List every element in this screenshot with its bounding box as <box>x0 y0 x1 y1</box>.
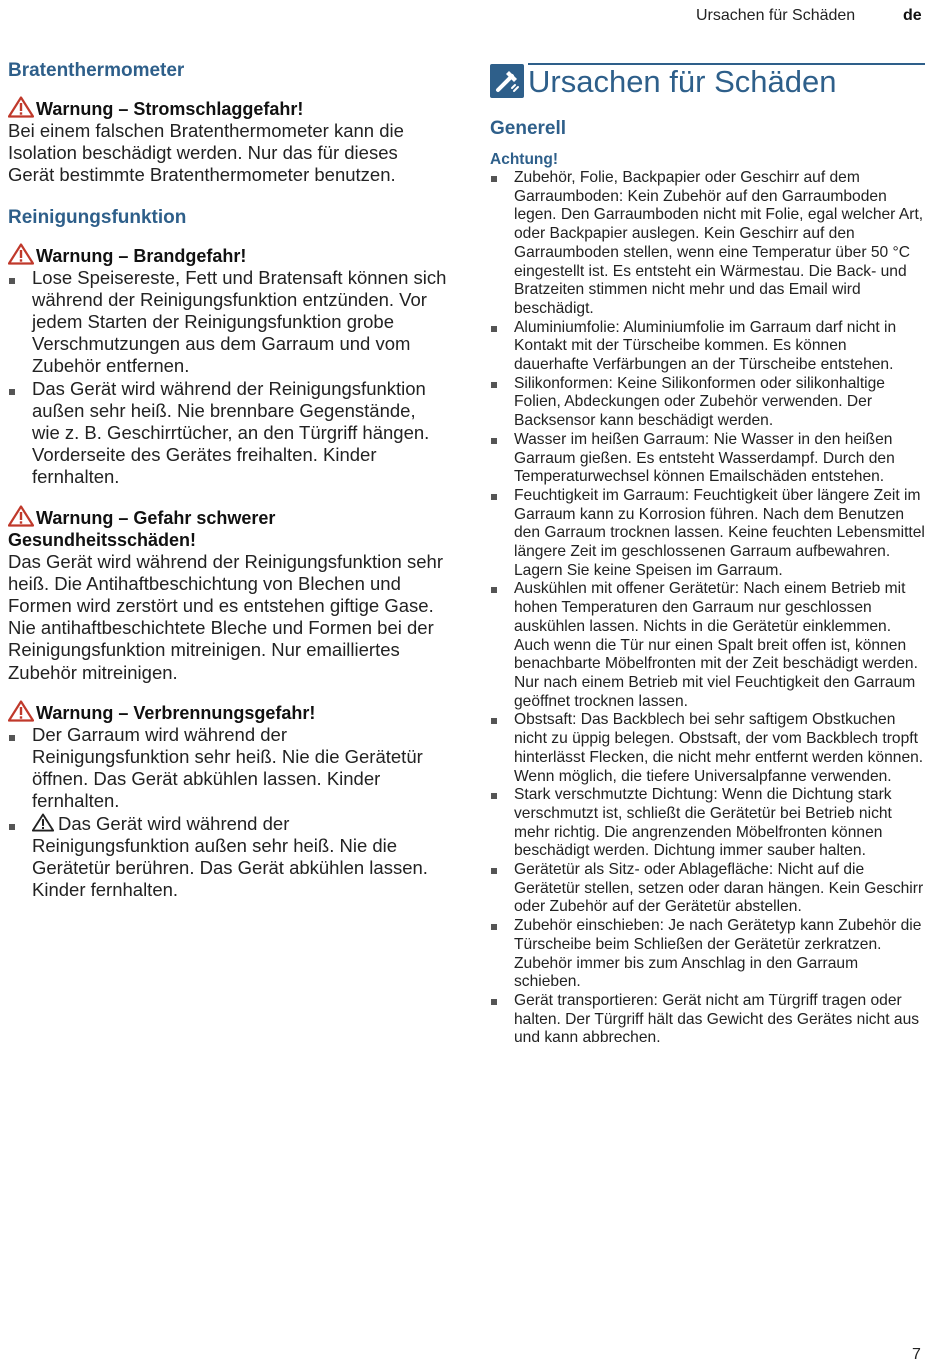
warning-triangle-icon <box>8 243 34 265</box>
page-number: 7 <box>912 1346 921 1363</box>
list-item <box>490 169 925 319</box>
bullet-square-icon <box>491 326 497 332</box>
bullet-square-icon <box>491 718 497 724</box>
list-item-text: Zubehör einschieben: Je nach Gerätetyp kann Zubehör die Türscheibe beim Schließen der Gerätetür zerkratzen. Zubehör immer bis zum Anschlag in den Garraum schieben. <box>514 917 922 991</box>
list-item <box>490 992 925 1048</box>
header-title: Ursachen für Schäden <box>696 7 856 24</box>
bullet-square-icon <box>491 494 497 500</box>
bullet-square-icon <box>491 176 497 182</box>
heading-reinigungsfunktion: Reinigungsfunktion <box>8 206 187 228</box>
warning-title-text: Warnung – Verbrennungsgefahr! <box>36 702 316 723</box>
list-item <box>490 319 925 375</box>
left-column <box>8 58 448 901</box>
language-code: de <box>903 7 922 24</box>
warning-gesundheit <box>8 505 448 551</box>
bullet-square-icon <box>491 587 497 593</box>
warning-triangle-icon <box>8 505 34 527</box>
chapter-heading <box>490 62 925 102</box>
warning-triangle-icon <box>8 96 34 118</box>
list-item-text: Zubehör, Folie, Backpapier oder Geschirr auf dem Garraumboden: Kein Zubehör auf den Garraumboden legen. Den Garraumboden nicht mit Folie, egal welcher Art, oder Backpapier auslegen. Kein Geschirr auf den Garraumboden stellen, wenn eine Temperatur über 50 °C eingestellt ist. Es entsteht ein Wärmestau. Die Back- und Bratzeiten stimmen nicht mehr und das Email wird beschädigt. <box>514 169 924 317</box>
tools-icon <box>490 64 524 98</box>
bullet-square-icon <box>491 868 497 874</box>
bullet-list <box>8 724 448 902</box>
list-item <box>8 724 448 813</box>
bullet-square-icon <box>9 824 15 830</box>
warning-triangle-icon <box>8 700 34 722</box>
bullet-square-icon <box>491 382 497 388</box>
warning-title-text: Warnung – Gefahr schwerer Gesundheitsschäden! <box>8 507 276 550</box>
bullet-square-icon <box>9 735 15 741</box>
warning-title-text: Warnung – Brandgefahr! <box>36 245 247 266</box>
bullet-square-icon <box>9 389 15 395</box>
list-item-text: Gerätetür als Sitz- oder Ablagefläche: Nicht auf die Gerätetür stellen, setzen oder daran hängen. Kein Geschirr oder Zubehör auf der Gerätetür abstellen. <box>514 861 924 916</box>
list-item <box>490 580 925 711</box>
bullet-list <box>8 267 448 489</box>
warning-verbrennung <box>8 700 448 724</box>
list-item <box>490 487 925 581</box>
bullet-square-icon <box>491 924 497 930</box>
list-item <box>490 375 925 431</box>
warning-stromschlag <box>8 96 448 120</box>
bullet-square-icon <box>491 999 497 1005</box>
chapter-title: Ursachen für Schäden <box>528 64 837 99</box>
list-item-text: Gerät transportieren: Gerät nicht am Türgriff tragen oder halten. Der Türgriff hält das Gewicht des Gerätes nicht aus und kann abbrechen. <box>514 991 920 1047</box>
list-item <box>490 917 925 992</box>
list-item <box>490 431 925 487</box>
achtung-label: Achtung! <box>490 151 559 168</box>
bullet-square-icon <box>491 793 497 799</box>
list-item-text: Wasser im heißen Garraum: Nie Wasser in den heißen Garraum gießen. Es entsteht Wasserdampf. Durch den Temperaturwechsel können Emailschäden entstehen. <box>514 430 895 486</box>
list-item-text: Das Gerät wird während der Reinigungsfunktion außen sehr heiß. Nie brennbare Gegenstände, wie z. B. Geschirrtücher, an den Türgriff hängen. Vorderseite des Gerätes freihalten. Kinder fernhalten. <box>32 377 430 488</box>
list-item-text: Aluminiumfolie: Aluminiumfolie im Garraum darf nicht in Kontakt mit der Türscheibe kommen. Es können dauerhafte Verfärbungen an der Türscheibe entstehen. <box>514 318 897 374</box>
damage-cause-list <box>490 169 925 1048</box>
list-item-text: Silikonformen: Keine Silikonformen oder silikonhaltige Folien, Abdeckungen oder Zubehör verwenden. Der Backsensor kann beschädigt werden. <box>514 374 885 430</box>
list-item <box>8 267 448 378</box>
list-item-text: Feuchtigkeit im Garraum: Feuchtigkeit über längere Zeit im Garraum kann zu Korrosion führen. Nach dem Benutzen den Garraum trocknen lassen. Keine feuchten Lebensmittel längere Zeit im geschlossenen Garraum aufbewahren. Lagern Sie keine Speisen im Garraum. <box>514 486 925 579</box>
bullet-square-icon <box>9 278 15 284</box>
list-item-text: Das Gerät wird während der Reinigungsfunktion außen sehr heiß. Nie die Gerätetür berühren. Das Gerät abkühlen lassen. Kinder fernhalten. <box>32 812 428 901</box>
warning-brand <box>8 243 448 267</box>
list-item <box>8 813 448 902</box>
warning-triangle-icon <box>32 813 54 832</box>
list-item <box>490 711 925 786</box>
paragraph: Bei einem falschen Bratenthermometer kann die Isolation beschädigt werden. Nur das für dieses Gerät bestimmte Bratenthermometer benutzen. <box>8 120 404 186</box>
paragraph: Das Gerät wird während der Reinigungsfunktion sehr heiß. Die Antihaftbeschichtung von Blechen und Formen wird zerstört und es entstehen giftige Gase. Nie antihaftbeschichtete Bleche und Formen bei der Reinigungsfunktion mitreinigen. Nur emailliertes Zubehör mitreinigen. <box>8 550 443 683</box>
list-item-text: Lose Speisereste, Fett und Bratensaft können sich während der Reinigungsfunktion entzünden. Vor jedem Starten der Reinigungsfunktion grobe Verschmutzungen aus dem Garraum und vom Zubehör entfernen. <box>32 266 447 377</box>
list-item-text: Obstsaft: Das Backblech bei sehr saftigem Obstkuchen nicht zu üppig belegen. Obstsaft, der vom Backblech tropft hinterlässt Flecken, die nicht mehr entfernt werden können. Wenn möglich, die tiefere Universalpfanne verwenden. <box>514 711 924 785</box>
bullet-square-icon <box>491 438 497 444</box>
list-item <box>490 786 925 861</box>
list-item-text: Auskühlen mit offener Gerätetür: Nach einem Betrieb mit hohen Temperaturen den Garraum nur geschlossen auskühlen lassen. Nichts in die Gerätetür einklemmen. Auch wenn die Tür nur einen Spalt breit offen ist, können benachbarte Möbelfronten mit der Zeit beschädigt werden. Nur nach einem Betrieb mit viel Feuchtigkeit den Garraum geöffnet trocknen lassen. <box>514 580 918 710</box>
list-item-text: Der Garraum wird während der Reinigungsfunktion sehr heiß. Nie die Gerätetür öffnen. Das Gerät abkühlen lassen. Kinder fernhalten. <box>32 723 423 812</box>
heading-generell: Generell <box>490 118 567 139</box>
list-item <box>8 378 448 489</box>
right-column <box>490 62 925 1048</box>
list-item-text: Stark verschmutzte Dichtung: Wenn die Dichtung stark verschmutzt ist, schließt die Gerätetür bei Betrieb nicht mehr richtig. Die angrenzenden Möbelfronten können beschädigt werden. Dichtung immer sauber halten. <box>514 786 892 860</box>
heading-bratenthermometer: Bratenthermometer <box>8 60 185 81</box>
list-item <box>490 861 925 917</box>
warning-title-text: Warnung – Stromschlaggefahr! <box>36 99 304 119</box>
